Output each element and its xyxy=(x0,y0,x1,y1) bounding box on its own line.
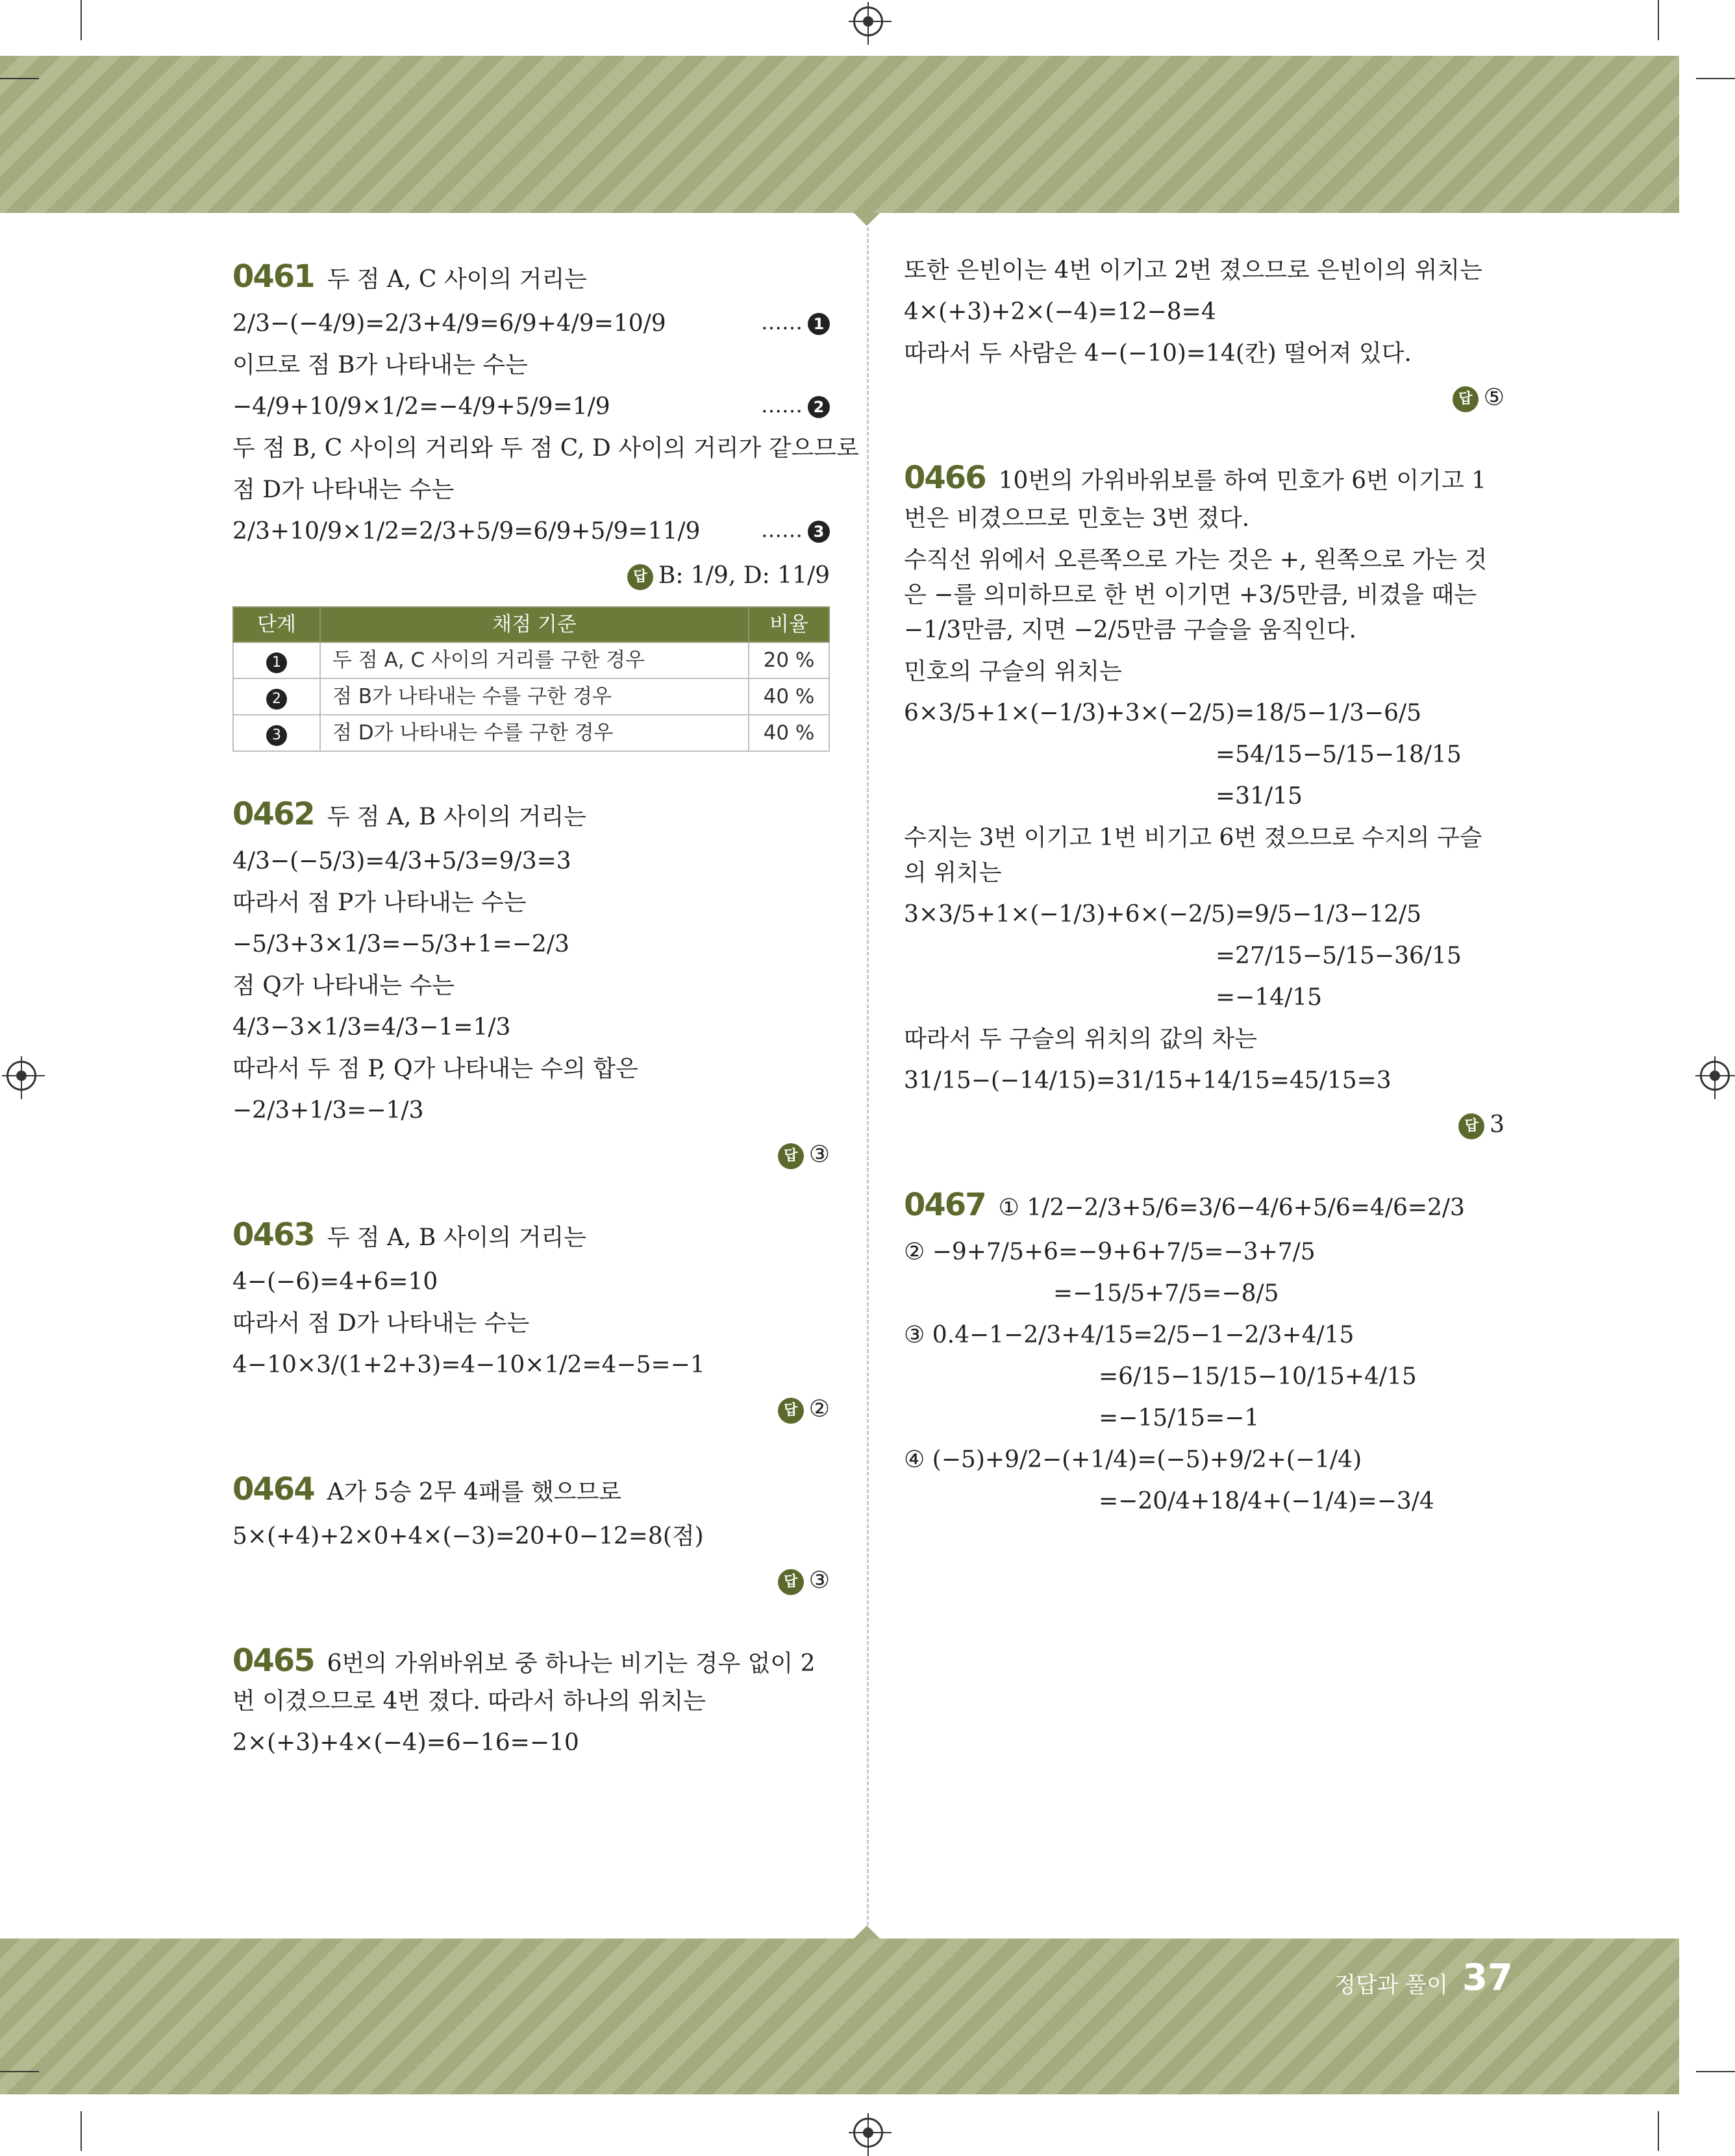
answer-badge: 답 xyxy=(627,564,653,590)
answer-badge: 답 xyxy=(1458,1113,1484,1139)
table-row: 1 두 점 A, C 사이의 거리를 구한 경우 20 % xyxy=(233,642,829,678)
table-row: 3 점 D가 나타내는 수를 구한 경우 40 % xyxy=(233,715,829,751)
problem-number: 0467 xyxy=(904,1187,986,1223)
answer: 답 ③ xyxy=(232,1563,830,1598)
registration-mark-icon xyxy=(853,2118,883,2148)
crop-mark xyxy=(1696,78,1735,79)
crop-mark xyxy=(81,2111,82,2151)
problem-0463: 0463 두 점 A, B 사이의 거리는 4−(−6)=4+6=10 따라서 점 D가 나타내는 수는 4−10×3/(1+2+3)=4−10×1/2=4−5=−1 답 ② xyxy=(232,1211,830,1427)
problem-number: 0463 xyxy=(232,1217,314,1253)
column-divider xyxy=(867,227,869,1926)
crop-mark xyxy=(1658,0,1659,40)
footer-band xyxy=(0,1939,1679,2094)
footer-notch xyxy=(854,1926,880,1939)
registration-mark-icon xyxy=(853,6,883,36)
answer: 답 ② xyxy=(232,1392,830,1427)
answer-badge: 답 xyxy=(778,1143,804,1169)
problem-number: 0461 xyxy=(232,258,314,295)
crop-mark xyxy=(0,2071,39,2072)
header-notch xyxy=(854,213,880,226)
answer-badge: 답 xyxy=(1453,386,1479,412)
right-column xyxy=(904,253,1504,1526)
crop-mark xyxy=(1658,2111,1659,2151)
problem-0465-continued: 또한 은빈이는 4번 이기고 2번 졌으므로 은빈이의 위치는 4×(+3)+2×(−4)=12−8=4 따라서 두 사람은 4−(−10)=14(칸) 떨어져 있다. 답 ⑤ xyxy=(904,253,1504,415)
answer: 답 3 xyxy=(904,1108,1504,1143)
answer: 답 ③ xyxy=(232,1137,830,1172)
answer: 답 B: 1/9, D: 11/9 xyxy=(232,558,830,593)
crop-mark xyxy=(1696,2071,1735,2072)
problem-0467: 0467 ① 1/2−2/3+5/6=3/6−4/6+5/6=4/6=2/3 ② −9+7/5+6=−9+6+7/5=−3+7/5 =−15/5+7/5=−8/5 ③ 0.4−1−2/3+4/15=2/5−1−2/3+4/15 =6/15−15/15−10/15+4/15 =−15/15=−1 ④ (−5)+9/2−(+1/4)=(−5)+9/2+(−1/4) =−20/4+18/4+(−1/4)=−3/4 xyxy=(904,1187,1465,1515)
step-marker-2: …… 2 xyxy=(761,390,830,421)
answer: 답 ⑤ xyxy=(904,380,1504,415)
scoring-table: 단계 채점 기준 비율 1 두 점 A, C 사이의 거리를 구한 경우 20 % 2 점 B가 나타내는 수를 구한 경우 40 % 3 점 D가 나타내는 수를 구한 경우 40 % xyxy=(232,606,830,752)
header-band xyxy=(0,56,1679,213)
problem-0465: 0465 6번의 가위바위보 중 하나는 비기는 경우 없이 2번 이겼으므로 4번 졌다. 따라서 하나의 위치는 2×(+3)+4×(−4)=6−16=−10 xyxy=(232,1642,816,1756)
problem-number: 0465 xyxy=(232,1642,314,1679)
footer-label: 정답과 풀이 xyxy=(1334,1972,1449,1998)
page-number: 37 xyxy=(1462,1957,1513,1999)
registration-mark-icon xyxy=(1700,1061,1730,1091)
problem-0466: 0466 10번의 가위바위보를 하여 민호가 6번 이기고 1번은 비겼으므로 민호는 3번 졌다. 수직선 위에서 오른쪽으로 가는 것은 +, 왼쪽으로 가는 것은 −를 의미하므로 한 번 이기면 +3/5만큼, 비겼을 때는 −1/3만큼, 지면 −2/5만큼 구슬을 움직인다. 민호의 구슬의 위치는 6×3/5+1×(−1/3)+3×(−2/5)=18/5−1/3−6/5 =54/15−5/15−18/15 =31/15 수지는 3번 이기고 1번 비기고 6번 졌으므로 수지의 구슬의 위치는 3×3/5+1×(−1/3)+6×(−2/5)=9/5−1/3−12/5 =27/15−5/15−36/15 =−14/15 따라서 두 구슬의 위치의 값의 차는 31/15−(−14/15)=31/15+14/15=45/15=3 답 3 xyxy=(904,454,1504,1143)
problem-number: 0466 xyxy=(904,460,986,496)
crop-mark xyxy=(0,78,39,79)
registration-mark-icon xyxy=(6,1061,36,1091)
problem-number: 0462 xyxy=(232,796,314,832)
answer-badge: 답 xyxy=(778,1398,804,1424)
step-marker-3: …… 3 xyxy=(761,514,830,545)
crop-mark xyxy=(81,0,82,40)
step-marker-1: …… 1 xyxy=(761,306,830,338)
problem-number: 0464 xyxy=(232,1471,314,1507)
table-row: 2 점 B가 나타내는 수를 구한 경우 40 % xyxy=(233,678,829,715)
problem-0464: 0464 A가 5승 2무 4패를 했으므로 5×(+4)+2×0+4×(−3)=20+0−12=8(점) 답 ③ xyxy=(232,1466,830,1598)
answer-badge: 답 xyxy=(778,1569,804,1595)
left-column xyxy=(232,253,859,1767)
problem-0462: 0462 두 점 A, B 사이의 거리는 4/3−(−5/3)=4/3+5/3=9/3=3 따라서 점 P가 나타내는 수는 −5/3+3×1/3=−5/3+1=−2/3 점 Q가 나타내는 수는 4/3−3×1/3=4/3−1=1/3 따라서 두 점 P, Q가 나타내는 수의 합은 −2/3+1/3=−1/3 답 ③ xyxy=(232,791,830,1172)
problem-0461: 0461 두 점 A, C 사이의 거리는 2/3−(−4/9)=2/3+4/9=6/9+4/9=10/9 …… 1 이므로 점 B가 나타내는 수는 −4/9+10/9×1/2=−4/9+5/9=1/9 …… 2 두 점 B, C 사이의 거리와 두 점 C, D 사이의 거리가 같으므로 점 D가 나타내는 수는 2/3+10/9×1/2=2/3+5/9=6/9+5/9=11/9 …… 3 답 B: 1/9, D: 11/9 단계 채점 기준 비율 1 두 점 A, C 사이의 거리를 구한 경우 20 % 2 점 B가 나타내는 수를 구한 경우 40 % 3 점 D가 나타내는 수를 구한 경우 40 % xyxy=(232,253,830,752)
